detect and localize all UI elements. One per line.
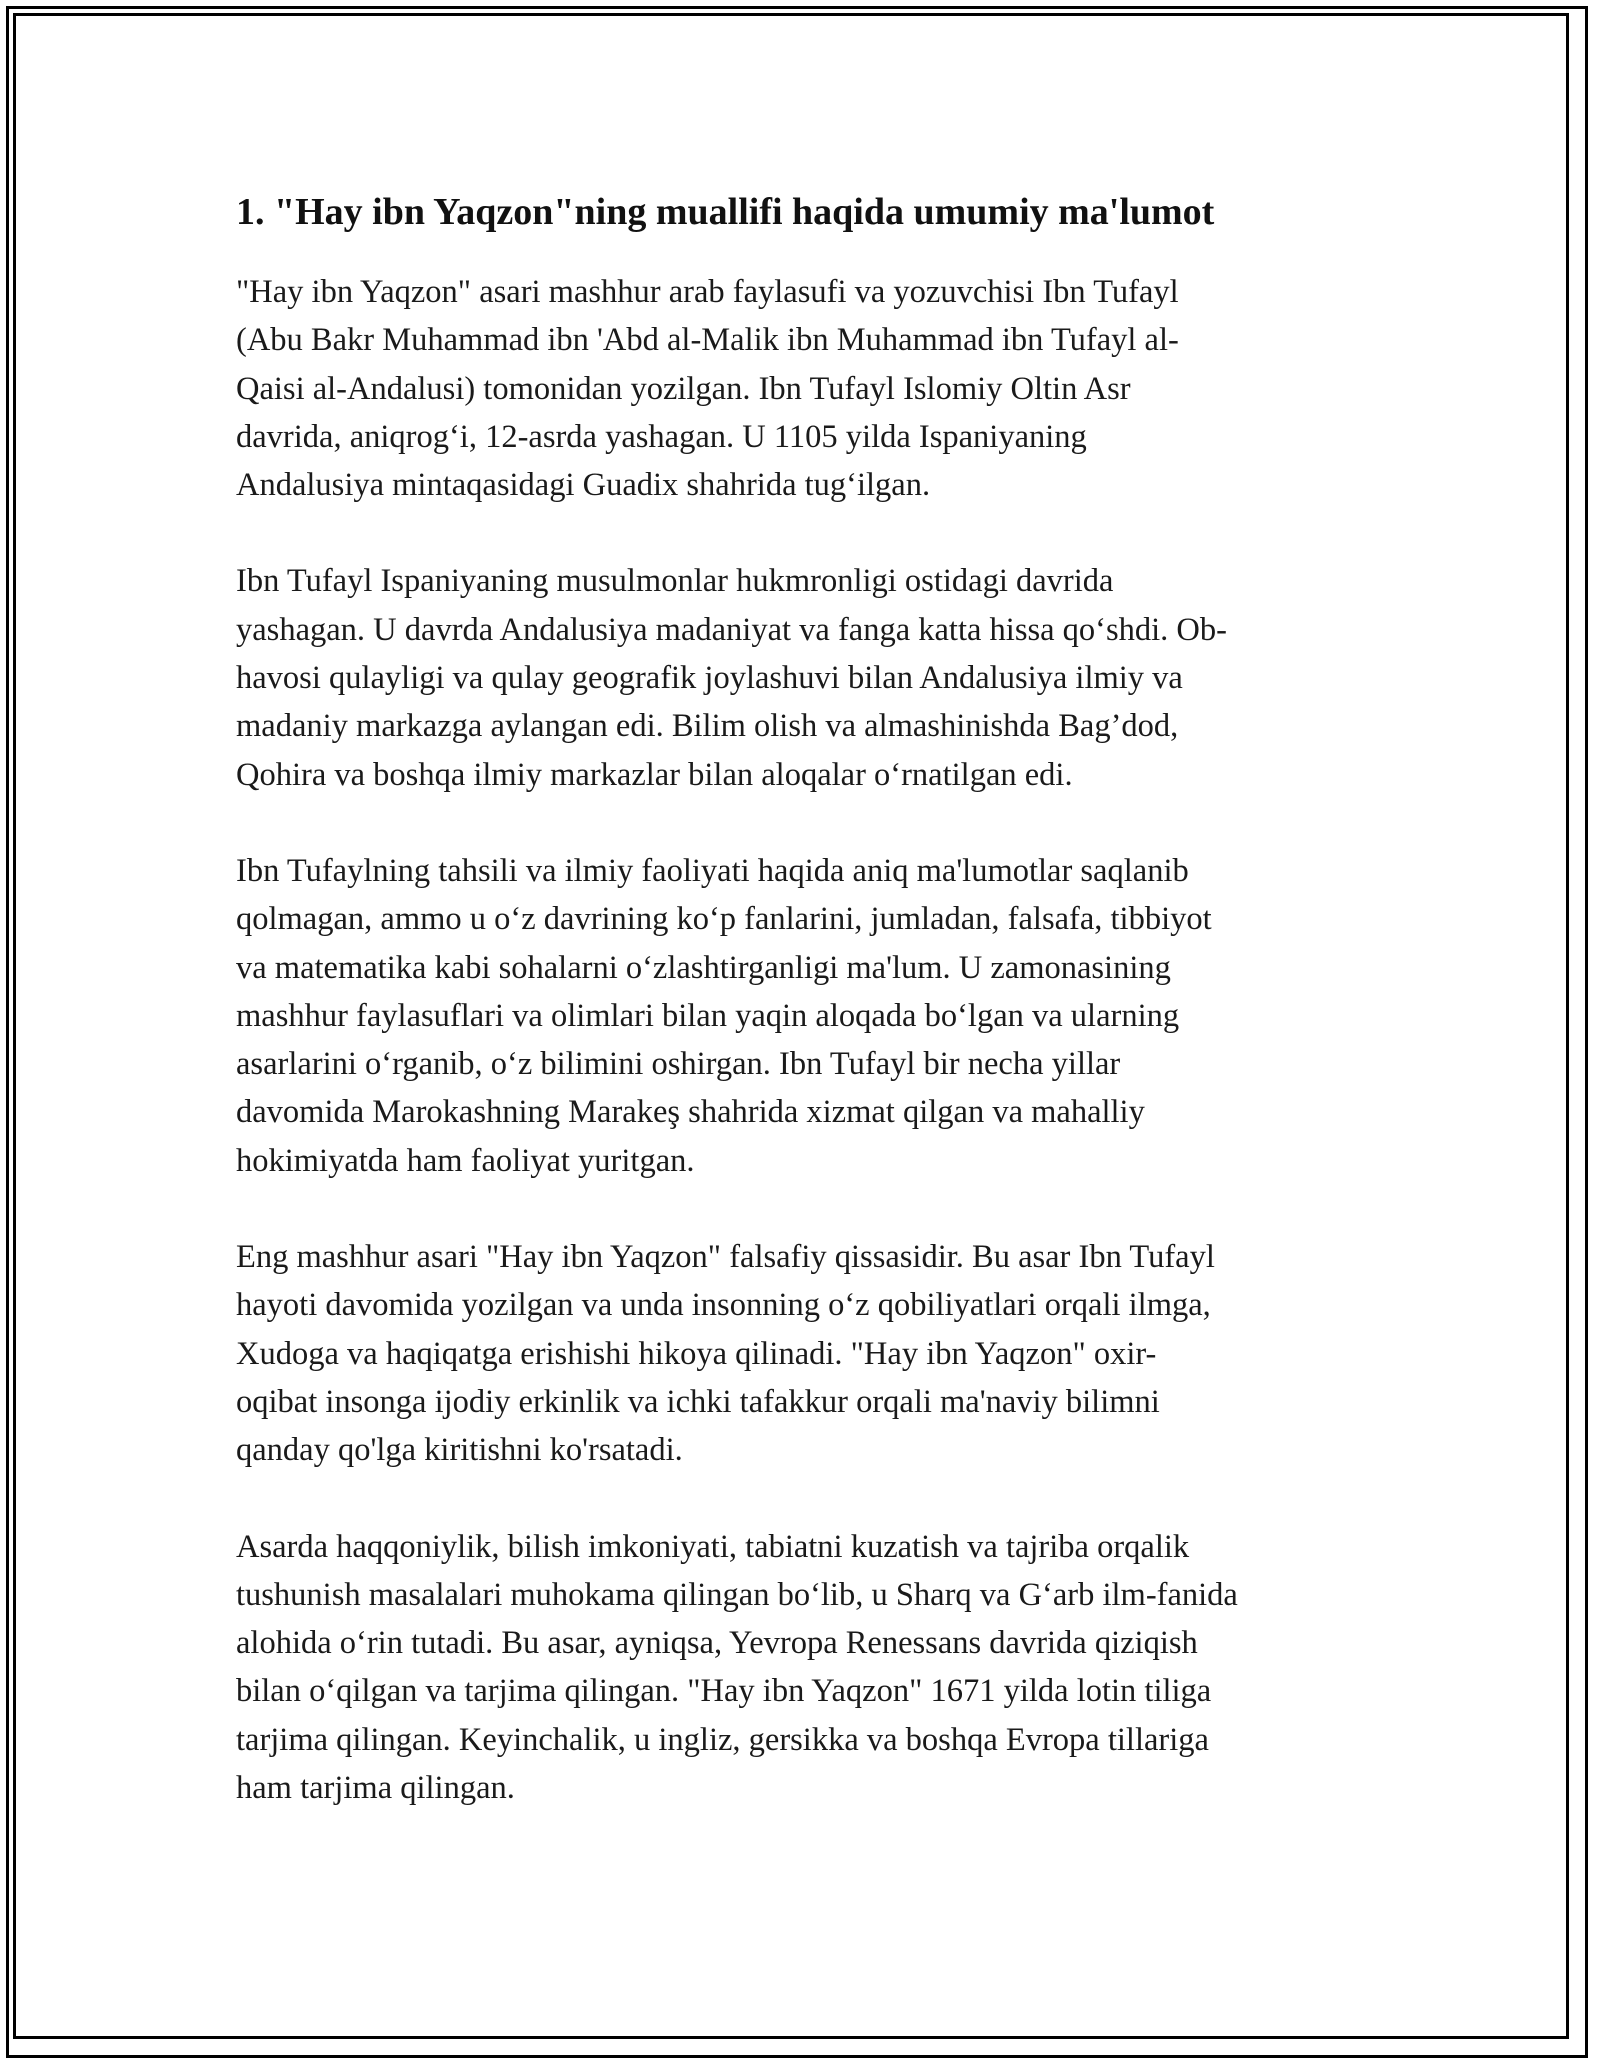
text-line: Asarda haqqoniylik, bilish imkoniyati, tabiatni kuzatish va tajriba orqalik <box>236 1528 1190 1565</box>
paragraph-legacy <box>236 1523 1396 1813</box>
section-heading: 1. "Hay ibn Yaqzon"ning muallifi haqida umumiy ma'lumot <box>236 191 1215 233</box>
text-line: tarjima qilingan. Keyinchalik, u ingliz, gersikka va boshqa Evropa tillariga <box>236 1721 1209 1758</box>
text-line: Eng mashhur asari "Hay ibn Yaqzon" falsafiy qissasidir. Bu asar Ibn Tufayl <box>236 1239 1215 1276</box>
text-line: oqibat insonga ijodiy erkinlik va ichki tafakkur orqali ma'naviy bilimni <box>236 1383 1160 1420</box>
text-line: davrida, aniqrog‘i, 12-asrda yashagan. U 1105 yilda Ispaniyaning <box>236 418 1087 455</box>
paragraph-famous-work <box>236 1233 1396 1474</box>
text-line: Ibn Tufayl Ispaniyaning musulmonlar hukmronligi ostidagi davrida <box>236 563 1114 600</box>
text-line: qanday qo'lga kiritishni ko'rsatadi. <box>236 1432 683 1469</box>
text-line: Xudoga va haqiqatga erishishi hikoya qilinadi. "Hay ibn Yaqzon" oxir- <box>236 1335 1157 1372</box>
text-line: Ibn Tufaylning tahsili va ilmiy faoliyati haqida aniq ma'lumotlar saqlanib <box>236 852 1189 889</box>
paragraph-andalusia <box>236 557 1396 798</box>
paragraph-author-intro <box>236 268 1396 509</box>
text-line: hayoti davomida yozilgan va unda insonning o‘z qobiliyatlari orqali ilmga, <box>236 1287 1211 1324</box>
text-line: va matematika kabi sohalarni o‘zlashtirganligi ma'lum. U zamonasining <box>236 949 1171 986</box>
text-line: Qaisi al-Andalusi) tomonidan yozilgan. Ibn Tufayl Islomiy Oltin Asr <box>236 370 1131 407</box>
text-line: ham tarjima qilingan. <box>236 1770 515 1807</box>
text-line: havosi qulayligi va qulay geografik joylashuvi bilan Andalusiya ilmiy va <box>236 660 1183 697</box>
text-line: qolmagan, ammo u o‘z davrining ko‘p fanlarini, jumladan, falsafa, tibbiyot <box>236 901 1212 938</box>
text-line: (Abu Bakr Muhammad ibn 'Abd al-Malik ibn Muhammad ibn Tufayl al- <box>236 322 1179 359</box>
text-line: Qohira va boshqa ilmiy markazlar bilan aloqalar o‘rnatilgan edi. <box>236 756 1073 793</box>
text-line: mashhur faylasuflari va olimlari bilan yaqin aloqada bo‘lgan va ularning <box>236 997 1180 1034</box>
text-line: bilan o‘qilgan va tarjima qilingan. "Hay ibn Yaqzon" 1671 yilda lotin tiliga <box>236 1673 1212 1710</box>
text-line: Andalusiya mintaqasidagi Guadix shahrida tug‘ilgan. <box>236 467 931 504</box>
text-line: alohida o‘rin tutadi. Bu asar, ayniqsa, Yevropa Renessans davrida qiziqish <box>236 1625 1198 1662</box>
document-body <box>236 186 1396 1860</box>
text-line: yashagan. U davrda Andalusiya madaniyat va fanga katta hissa qo‘shdi. Ob- <box>236 611 1227 648</box>
text-line: "Hay ibn Yaqzon" asari mashhur arab faylasufi va yozuvchisi Ibn Tufayl <box>236 274 1179 310</box>
text-line: asarlarini o‘rganib, o‘z bilimini oshirgan. Ibn Tufayl bir necha yillar <box>236 1046 1121 1083</box>
text-line: davomida Marokashning Marakeş shahrida xizmat qilgan va mahalliy <box>236 1094 1145 1131</box>
text-line: madaniy markazga aylangan edi. Bilim olish va almashinishda Bag’dod, <box>236 708 1179 745</box>
paragraph-education <box>236 847 1396 1185</box>
text-line: tushunish masalalari muhokama qilingan bo‘lib, u Sharq va G‘arb ilm-fanida <box>236 1576 1238 1613</box>
text-line: hokimiyatda ham faoliyat yuritgan. <box>236 1142 695 1179</box>
